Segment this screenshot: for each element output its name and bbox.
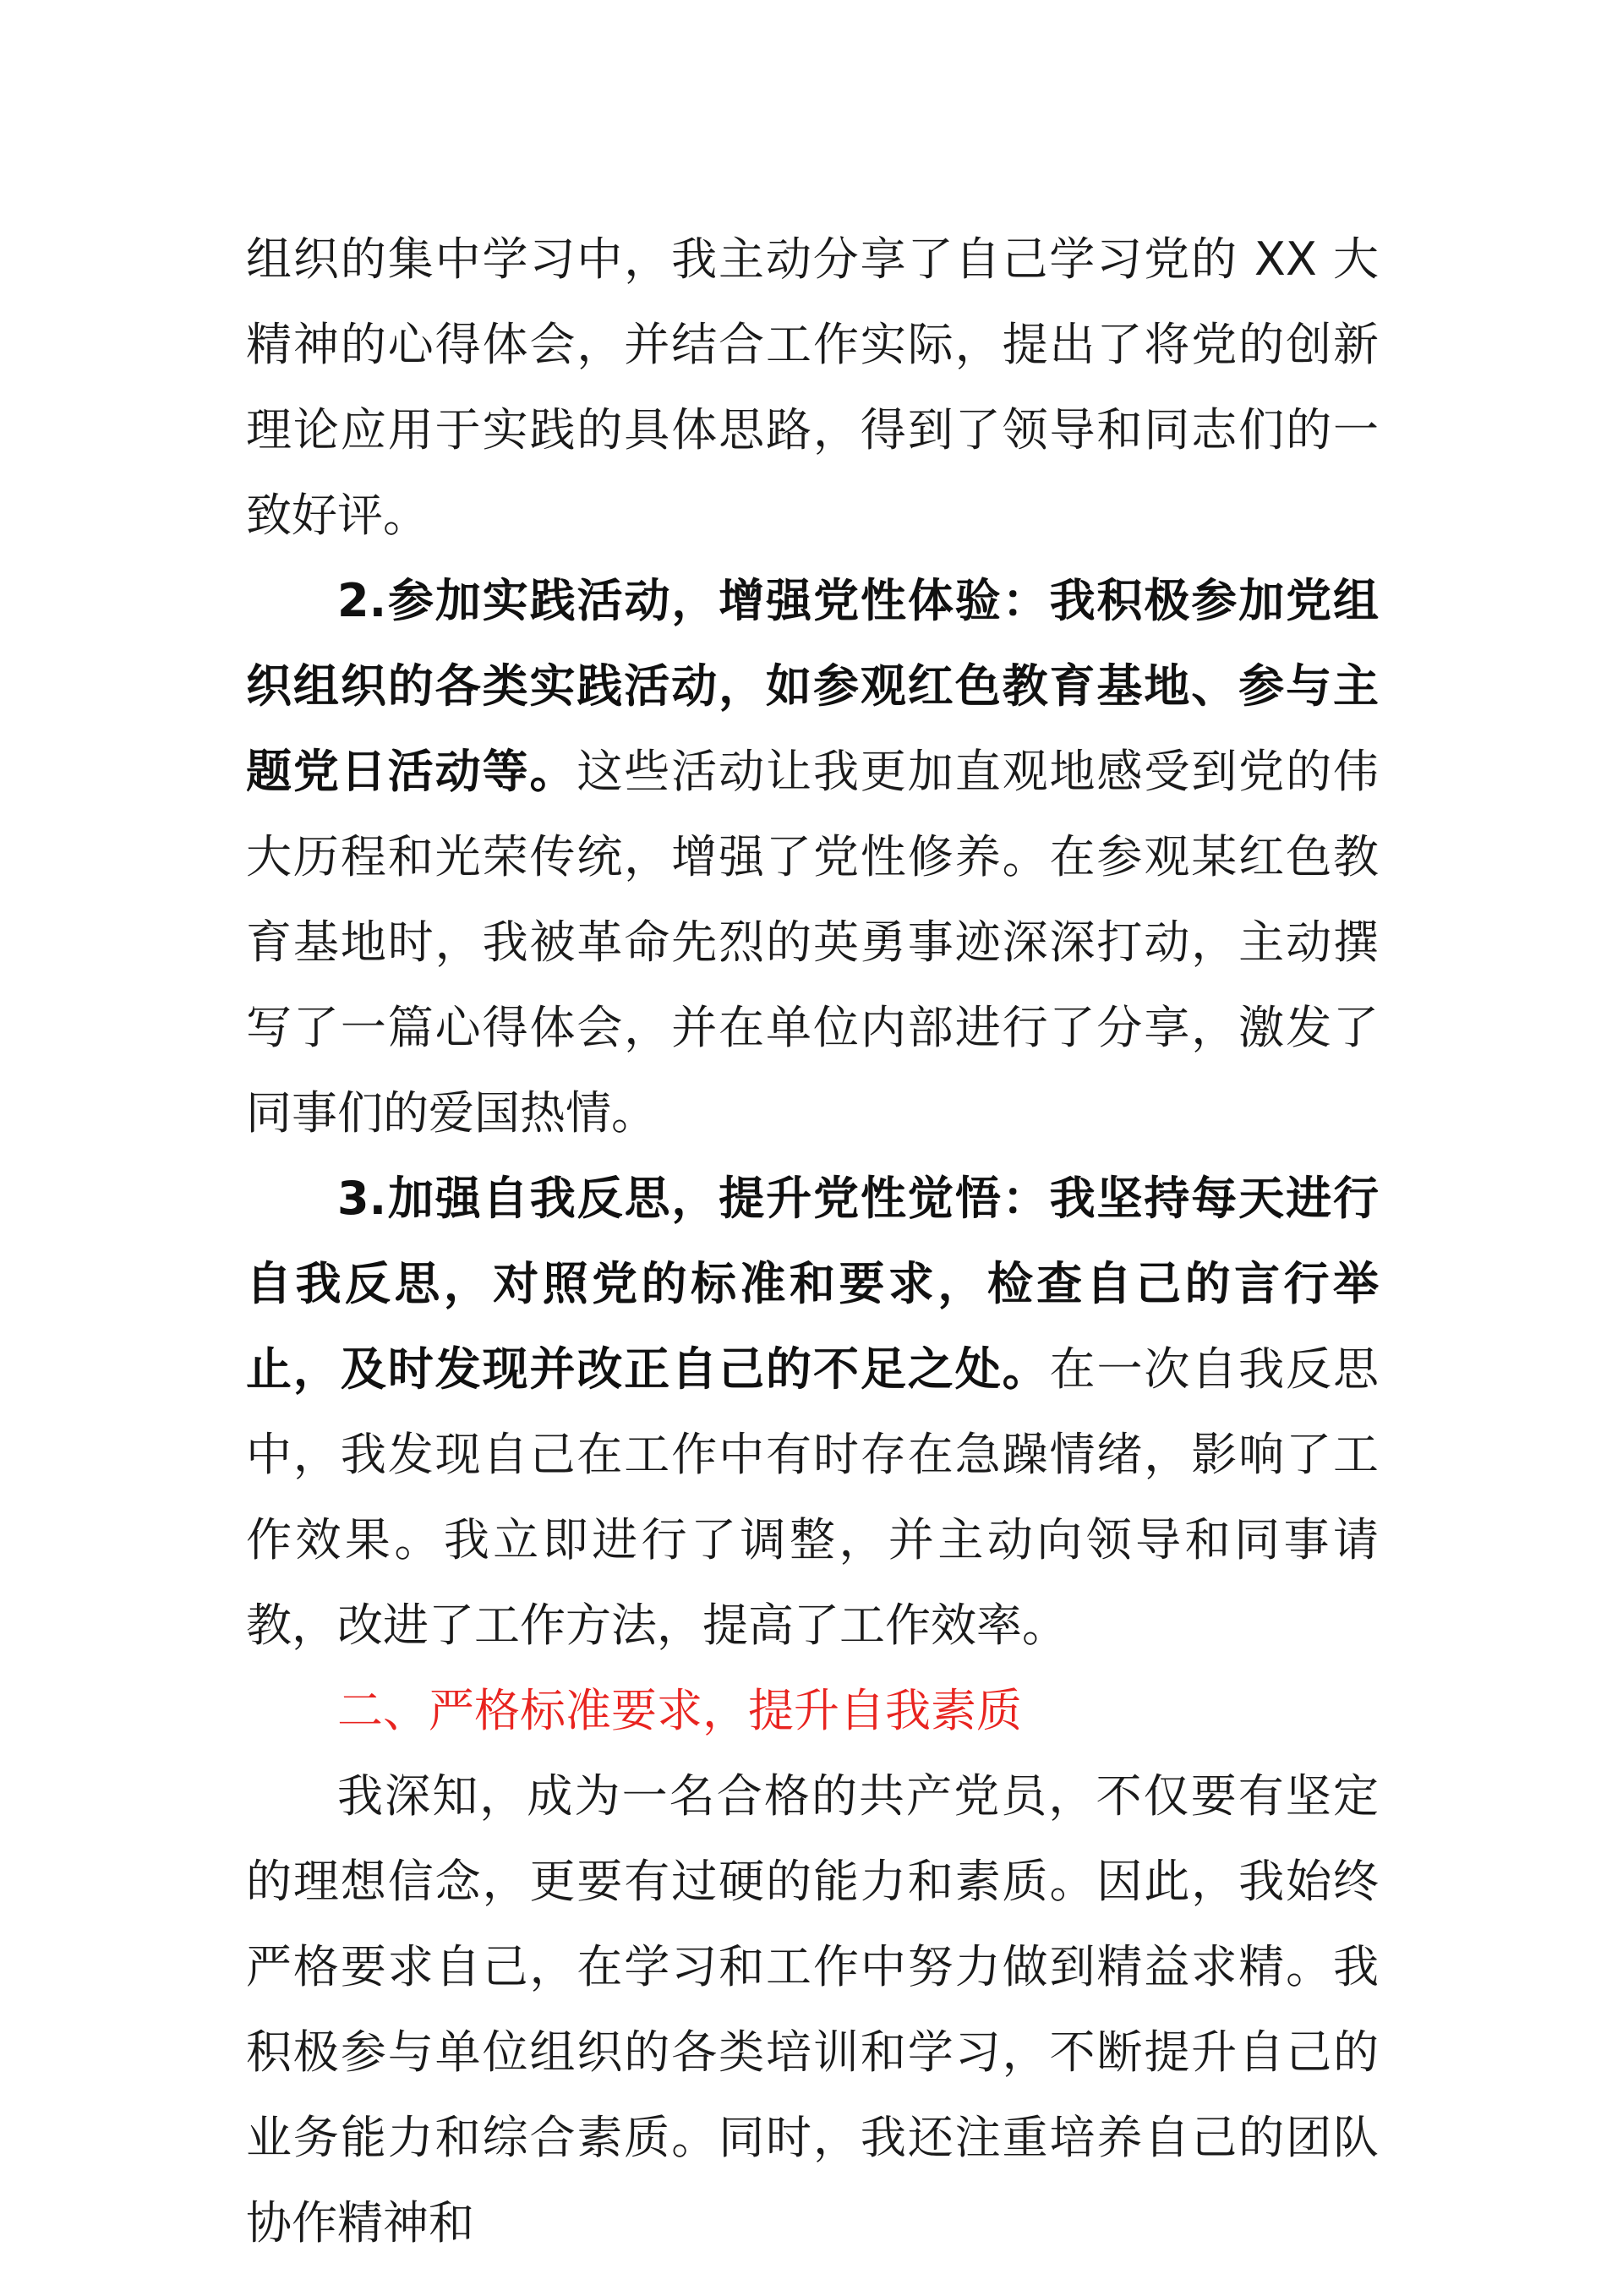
paragraph-practice-activities [246,558,1379,1156]
section-paragraph: 我深知，成为一名合格的共产党员，不仅要有坚定的理想信念，更要有过硬的能力和素质。因此，我始终严格要求自己，在学习和工作中努力做到精益求精。我积极参与单位组织的各类培训和学习，不断提升自己的业务能力和综合素质。同时，我还注重培养自己的团队协作精神和 [246,1769,1379,2250]
paragraph-continuation [246,216,1379,558]
paragraph-text: 在一次自我反思中，我发现自己在工作中有时存在急躁情绪，影响了工作效果。我立即进行了调整，并主动向领导和同事请教，改进了工作方法，提高了工作效率。 [246,1342,1380,1652]
section-heading: 二、严格标准要求，提升自我素质 [337,1684,1022,1737]
paragraph-text: 这些活动让我更加直观地感受到党的伟大历程和光荣传统，增强了党性修养。在参观某红色教育基地时，我被革命先烈的英勇事迹深深打动，主动撰写了一篇心得体会，并在单位内部进行了分享，激发了同事们的爱国热情。 [246,745,1379,1140]
paragraph-lead: 2.参加实践活动，增强党性体验：我积极参加党组织组织的各类实践活动，如参观红色教育基地、参与主题党日活动等。 [246,574,1379,798]
paragraph-self-reflection [246,1156,1379,1668]
paragraph-text: 组织的集中学习中，我主动分享了自己学习党的 XX 大精神的心得体会，并结合工作实际，提出了将党的创新理论应用于实践的具体思路，得到了领导和同志们的一致好评。 [246,232,1379,542]
document-body [246,216,1379,2266]
paragraph-lead: 3.加强自我反思，提升党性觉悟：我坚持每天进行自我反思，对照党的标准和要求，检查自己的言行举止，及时发现并改正自己的不足之处。 [246,1172,1379,1396]
